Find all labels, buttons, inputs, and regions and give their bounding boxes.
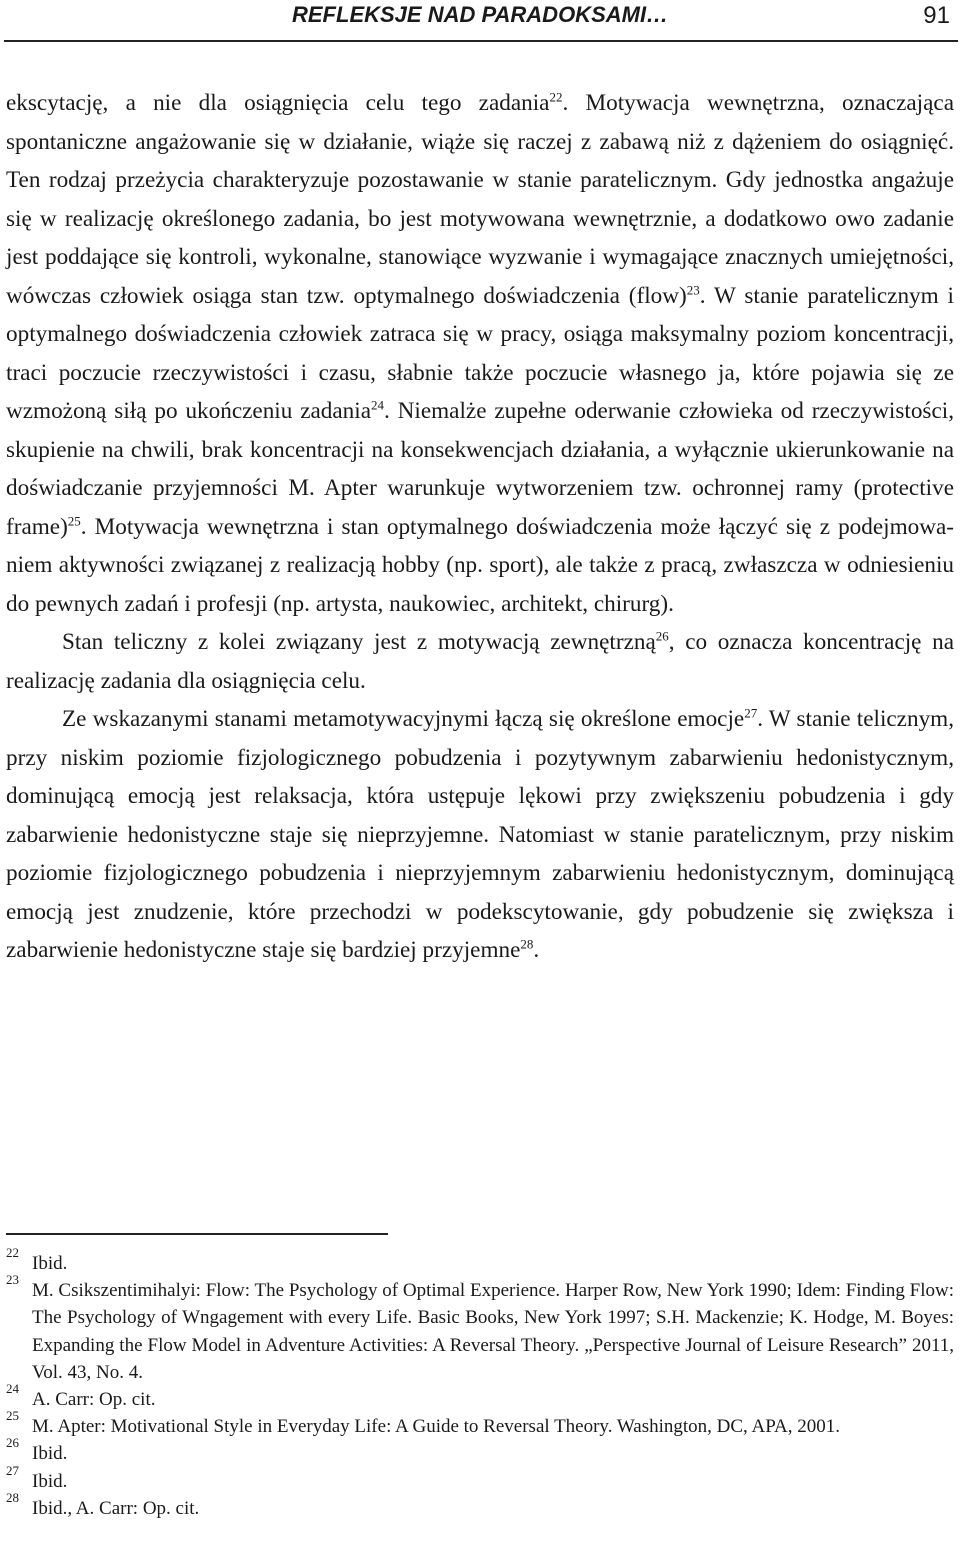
footnote-ref: 22 [549, 89, 563, 105]
footnote-number: 23 [6, 1272, 19, 1288]
footnotes [6, 1245, 954, 1522]
footnote [6, 1272, 954, 1386]
footnote-number: 26 [6, 1435, 19, 1451]
footnote [6, 1381, 954, 1413]
footnote-number: 24 [6, 1381, 19, 1397]
footnote [6, 1435, 954, 1467]
footnote-text: A. Carr: Op. cit. [32, 1389, 156, 1411]
text-run: Stan teliczny z kolei związany jest z motywacją zewnętrzną [62, 629, 656, 655]
footnote [6, 1245, 954, 1277]
body-text [6, 84, 954, 970]
text-run: . [533, 937, 540, 963]
footnote-text: Ibid., A. Carr: Op. cit. [32, 1497, 200, 1519]
footnote-number: 28 [6, 1489, 19, 1505]
text-run: . W stanie telicznym, przy niskim poziomie fizjologicznego pobudzenia i pozytywnym zabarwieniu hedonistycznym, dominującą emocją jest relaksacja, która ustępuje lękowi przy zwiększeniu pobudzenia i gdy zabarwienie hedonistyczne staje się nieprzyjemne. Natomiast w stanie paratelicznym, przy niskim poziomie fizjologicznego pobudzenia i nieprzyjemnym zabarwieniu hedonistycznym, dominującą emocją jest znudzenie, które przechodzi w podekscytowanie, gdy pobudzenie się zwiększa i zabarwienie hedonistyczne staje się bardziej przyjemne [6, 706, 954, 963]
header-rule [4, 40, 958, 42]
footnote-ref: 26 [655, 628, 669, 644]
footnote-text: M. Csikszentimihalyi: Flow: The Psychology of Optimal Experience. Harper Row, New York 1990; Idem: Finding Flow: The Psychology of Wngagement with every Life. Basic Books, New York 1997; S.H. Mackenzie; K. Hodge, M. Boyes: Expanding the Flow Model in Adventure Activities: A Reversal Theory. „Perspective Journal of Leisure Research” 2011, Vol. 43, No. 4. [32, 1280, 954, 1383]
footnote-number: 27 [6, 1462, 19, 1478]
footnote [6, 1462, 954, 1495]
page-header [0, 0, 960, 42]
text-run: Ze wskazanymi stanami metamotywacyjnymi łączą się określone emocje [62, 706, 745, 732]
footnote-ref: 24 [371, 397, 384, 413]
footnote-number: 22 [6, 1245, 19, 1260]
footnote-number: 25 [6, 1408, 19, 1424]
page-number: 91 [923, 2, 950, 29]
text-run: . Motywacja wewnętrzna i stan optymalnego doświadczenia może łączyć się z podejmowaniem aktywności związanej z realizacją hobby (np. sport), ale także z pracą, zwłaszcza w odniesieniu do pewnych zadań i profesji (np. artysta, naukowiec, architekt, chirurg). [6, 513, 954, 617]
paragraph [6, 623, 954, 700]
footnote-text: Ibid. [32, 1253, 68, 1274]
footnote-ref: 27 [744, 705, 758, 721]
text-run: , co oznacza koncentrację na realizację zadania dla osiągnięcia celu. [6, 629, 955, 694]
text-run: . W stanie paratelicznym i optymalnego doświadczenia człowiek zatraca się w pracy, osiąga maksymalny poziom koncentracji, traci poczucie rzeczywistości i czasu, słabnie także poczucie własnego ja, które pojawia się ze wzmożoną siłą po ukończeniu zadania [6, 282, 954, 424]
text-run: . Niemalże zupełne oderwanie człowieka od rzeczywistości, skupienie na chwili, brak koncentracji na konsekwencjach działania, a wyłącznie ukierunkowanie na doświadczanie przyjemności M. Apter warunkuje wytworzeniem tzw. ochronnej ramy (protective frame) [6, 398, 954, 540]
paragraph [6, 700, 954, 970]
footnote [6, 1408, 954, 1440]
text-run: ekscytację, a nie dla osiągnięcia celu tego zadania [6, 90, 550, 116]
text-run: . Motywacja wewnętrzna, oznaczająca spontaniczne angażowanie się w działanie, wiąże się raczej z zabawą niż z dążeniem do osiągnięć. Ten rodzaj przeżycia charakteryzuje pozostawanie w stanie paratelicznym. Gdy jednostka angażuje się w realizację określonego zadania, bo jest motywowana wewnętrznie, a dodatkowo owo zadanie jest poddające się kontroli, wykonalne, stanowiące wyzwanie i wymagające znacznych umiejętności, wówczas człowiek osiąga stan tzw. optymalnego doświadczenia (flow) [6, 90, 954, 309]
footnote-text: M. Apter: Motivational Style in Everyday Life: A Guide to Reversal Theory. Washington, DC, APA, 2001. [32, 1416, 841, 1438]
footnote-ref: 28 [520, 936, 534, 952]
running-head: REFLEKSJE NAD PARADOKSAMI… [292, 2, 669, 27]
footnote-ref: 25 [67, 512, 81, 528]
footnote-text: Ibid. [32, 1443, 68, 1465]
footnote-separator [6, 1233, 388, 1235]
footnote [6, 1489, 954, 1522]
paragraph [6, 84, 954, 623]
footnote-ref: 23 [686, 281, 700, 297]
footnote-text: Ibid. [32, 1470, 68, 1492]
